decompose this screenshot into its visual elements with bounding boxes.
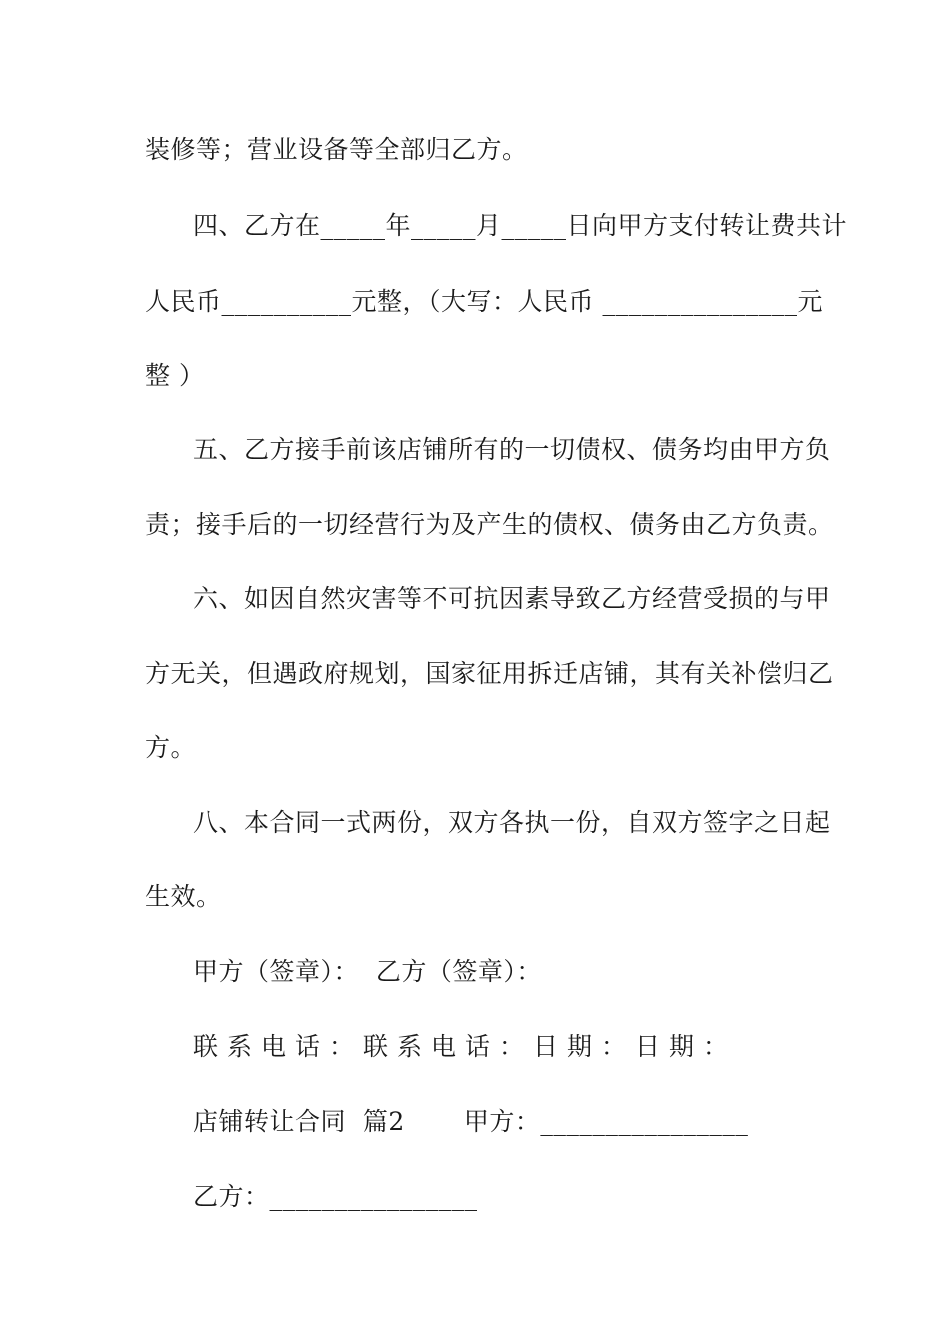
paragraph-line: 五、乙方接手前该店铺所有的一切债权、债务均由甲方负	[193, 435, 831, 464]
party-line: 乙方：________________	[193, 1182, 478, 1211]
paragraph-line: 装修等；营业设备等全部归乙方。	[145, 135, 528, 164]
contact-line: 联系电话：联系电话：日期：日期：	[193, 1032, 738, 1061]
paragraph-line: 方。	[145, 733, 197, 762]
paragraph-line: 整 ）	[145, 361, 205, 390]
signature-line: 甲方（签章）： 乙方（签章）：	[193, 957, 542, 986]
paragraph-line: 六、如因自然灾害等不可抗因素导致乙方经营受损的与甲	[193, 584, 831, 613]
paragraph-line: 责；接手后的一切经营行为及产生的债权、债务由乙方负责。	[145, 510, 834, 539]
paragraph-line: 四、乙方在_____年_____月_____日向甲方支付转让费共计	[193, 211, 848, 240]
paragraph-line: 方无关，但遇政府规划，国家征用拆迁店铺，其有关补偿归乙	[145, 659, 834, 688]
paragraph-line: 生效。	[145, 882, 222, 911]
paragraph-line: 八、本合同一式两份，双方各执一份，自双方签字之日起	[193, 808, 831, 837]
paragraph-line: 人民币__________元整，（大写：人民币 _______________元	[145, 287, 823, 316]
contract-heading-line: 店铺转让合同 篇2 甲方：________________	[193, 1107, 749, 1136]
